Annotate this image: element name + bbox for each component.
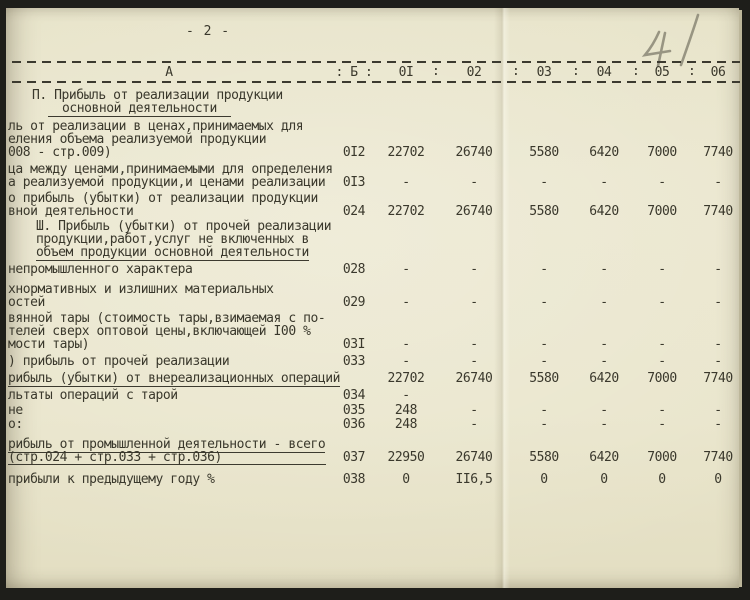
table-row xyxy=(8,404,744,417)
row-code: 028 xyxy=(342,262,366,277)
cell-value: 7740 xyxy=(703,145,733,160)
row-code: 024 xyxy=(342,204,366,219)
table-row xyxy=(8,220,744,259)
cell-value: 5580 xyxy=(529,145,559,160)
column-header-b: : Б : xyxy=(335,64,373,80)
cell-value: 7000 xyxy=(647,450,677,465)
row-code: 0I3 xyxy=(342,175,366,190)
row-label-line: вянной тары (стоимость тары,взимаемая с по- xyxy=(8,311,326,326)
cell-value: - xyxy=(600,175,608,190)
table-row xyxy=(8,438,744,464)
cell-value: - xyxy=(600,262,608,277)
row-label xyxy=(8,162,333,190)
row-label xyxy=(8,89,330,115)
cell-value: - xyxy=(402,262,410,277)
cell-value: - xyxy=(470,295,478,310)
row-label xyxy=(8,473,330,486)
cell-value: 0 xyxy=(402,472,410,487)
cell-value: - xyxy=(600,295,608,310)
cell-value: 6420 xyxy=(589,450,619,465)
cell-value: - xyxy=(714,354,722,369)
row-label-line: хнормативных и излишних материальных xyxy=(8,282,274,297)
cell-value: 248 xyxy=(394,417,418,432)
cell-value: - xyxy=(600,337,608,352)
table-row xyxy=(8,283,744,309)
row-label xyxy=(8,438,330,464)
row-label-line: вной деятельности xyxy=(8,204,134,219)
table-row xyxy=(8,89,744,115)
cell-value: 0 xyxy=(600,472,608,487)
column-header-06: 06 xyxy=(710,64,726,80)
cell-value: - xyxy=(714,403,722,418)
column-header-03: 03 xyxy=(536,64,552,80)
table-row xyxy=(8,192,744,218)
row-label xyxy=(8,389,330,402)
row-label-line: телей сверх оптовой цены,включающей I00 % xyxy=(8,324,311,339)
cell-value: - xyxy=(714,337,722,352)
cell-value: - xyxy=(470,337,478,352)
header-separator: : xyxy=(688,64,696,79)
cell-value: 22702 xyxy=(387,204,425,219)
row-label xyxy=(8,404,330,417)
header-separator: : xyxy=(432,64,440,79)
cell-value: - xyxy=(714,295,722,310)
row-label xyxy=(8,418,330,431)
cell-value: - xyxy=(402,388,410,403)
cell-value: 248 xyxy=(394,403,418,418)
table xyxy=(8,61,744,496)
row-label xyxy=(8,192,330,218)
cell-value: 26740 xyxy=(455,450,493,465)
cell-value: 22702 xyxy=(387,145,425,160)
row-code: 029 xyxy=(342,295,366,310)
row-label-line: непромышленного характера xyxy=(8,262,193,277)
cell-value: - xyxy=(600,403,608,418)
table-row xyxy=(8,418,744,431)
table-row xyxy=(8,120,744,159)
table-row xyxy=(8,263,744,276)
cell-value: 5580 xyxy=(529,450,559,465)
row-label-line: льтаты операций с тарой xyxy=(8,388,178,403)
table-body xyxy=(8,89,744,486)
row-label-line: основной деятельности xyxy=(8,102,330,115)
cell-value: 6420 xyxy=(589,371,619,386)
row-code: 035 xyxy=(342,403,366,418)
cell-value: - xyxy=(658,337,666,352)
table-row xyxy=(8,163,744,189)
document-page xyxy=(6,8,739,588)
row-label xyxy=(8,355,330,368)
row-code: 033 xyxy=(342,354,366,369)
row-label xyxy=(8,263,330,276)
table-row xyxy=(8,473,744,486)
cell-value: - xyxy=(600,417,608,432)
cell-value: 26740 xyxy=(455,145,493,160)
row-label xyxy=(8,371,340,386)
row-label-line: рибыль (убытки) от внереализационных операций xyxy=(8,371,340,386)
row-code: 0I2 xyxy=(342,145,366,160)
page-number: - 2 - xyxy=(186,24,231,39)
dashed-rule-bottom xyxy=(12,81,740,83)
row-code: 038 xyxy=(342,472,366,487)
cell-value: - xyxy=(540,354,548,369)
cell-value: 22950 xyxy=(387,450,425,465)
cell-value: - xyxy=(470,354,478,369)
row-label-line: мости тары) xyxy=(8,337,90,352)
cell-value: 7000 xyxy=(647,371,677,386)
row-label xyxy=(8,120,330,159)
table-row xyxy=(8,355,744,368)
cell-value: - xyxy=(470,262,478,277)
cell-value: - xyxy=(402,354,410,369)
table-row xyxy=(8,312,744,351)
cell-value: 26740 xyxy=(455,204,493,219)
cell-value: - xyxy=(658,354,666,369)
cell-value: - xyxy=(540,262,548,277)
cell-value: 5580 xyxy=(529,371,559,386)
cell-value: - xyxy=(540,403,548,418)
cell-value: - xyxy=(470,403,478,418)
row-label xyxy=(8,283,330,309)
cell-value: - xyxy=(470,175,478,190)
cell-value: - xyxy=(714,262,722,277)
header-separator: : xyxy=(572,64,580,79)
cell-value: 5580 xyxy=(529,204,559,219)
column-header-01: 0I xyxy=(398,64,414,80)
header-separator: : xyxy=(632,64,640,79)
cell-value: 0 xyxy=(658,472,666,487)
cell-value: - xyxy=(540,175,548,190)
cell-value: - xyxy=(540,295,548,310)
row-code: 03I xyxy=(342,337,366,352)
cell-value: 0 xyxy=(540,472,548,487)
row-label xyxy=(8,220,330,259)
cell-value: II6,5 xyxy=(455,472,493,487)
cell-value: 22702 xyxy=(387,371,425,386)
cell-value: - xyxy=(402,175,410,190)
cell-value: 7000 xyxy=(647,204,677,219)
row-label-line: ца между ценами,принимаемыми для определения xyxy=(8,162,333,177)
row-label-line: о прибыль (убытки) от реализации продукции xyxy=(8,191,318,206)
row-label-line: остей xyxy=(8,295,45,310)
cell-value: - xyxy=(714,417,722,432)
table-row xyxy=(8,372,744,385)
row-code: 037 xyxy=(342,450,366,465)
row-label-line: прибыли к предыдущему году % xyxy=(8,472,215,487)
column-header-05: 05 xyxy=(654,64,670,80)
cell-value: 6420 xyxy=(589,145,619,160)
cell-value: - xyxy=(402,295,410,310)
row-label-line: о: xyxy=(8,417,23,432)
row-label-line: а реализуемой продукции,и ценами реализации xyxy=(8,175,326,190)
header-separator: : xyxy=(512,64,520,79)
cell-value: - xyxy=(658,262,666,277)
row-label-line: 008 - стр.009) xyxy=(8,145,112,160)
cell-value: 7740 xyxy=(703,204,733,219)
cell-value: - xyxy=(658,175,666,190)
cell-value: - xyxy=(540,337,548,352)
row-label-line: не xyxy=(8,403,23,418)
row-label-line: Ш. Прибыль (убытки) от прочей реализации xyxy=(36,219,332,234)
row-code: 036 xyxy=(342,417,366,432)
column-header-04: 04 xyxy=(596,64,612,80)
cell-value: - xyxy=(658,417,666,432)
cell-value: - xyxy=(470,417,478,432)
column-header-02: 02 xyxy=(466,64,482,80)
row-label-line: продукции,работ,услуг не включенных в xyxy=(36,232,309,247)
row-label-line: объем продукции основной деятельности xyxy=(36,245,309,260)
cell-value: 26740 xyxy=(455,371,493,386)
table-header xyxy=(8,63,744,81)
row-label xyxy=(8,312,330,351)
cell-value: - xyxy=(658,295,666,310)
table-row xyxy=(8,389,744,402)
row-code: 034 xyxy=(342,388,366,403)
cell-value: - xyxy=(658,403,666,418)
cell-value: 6420 xyxy=(589,204,619,219)
row-label-line: рибыль от промышленной деятельности - всего xyxy=(8,437,326,452)
cell-value: - xyxy=(540,417,548,432)
row-label-line: ) прибыль от прочей реализации xyxy=(8,354,230,369)
cell-value: - xyxy=(714,175,722,190)
cell-value: 7740 xyxy=(703,450,733,465)
cell-value: 0 xyxy=(714,472,722,487)
cell-value: 7000 xyxy=(647,145,677,160)
row-label-line: ль от реализации в ценах,принимаемых для xyxy=(8,119,304,134)
cell-value: - xyxy=(600,354,608,369)
column-header-a: А xyxy=(165,64,173,80)
cell-value: 7740 xyxy=(703,371,733,386)
row-label-line: П. Прибыль от реализации продукции xyxy=(32,88,283,103)
row-label-line: еления объема реализуемой продукции xyxy=(8,132,267,147)
cell-value: - xyxy=(402,337,410,352)
row-label-line: (стр.024 + стр.033 + стр.036) xyxy=(8,451,330,464)
